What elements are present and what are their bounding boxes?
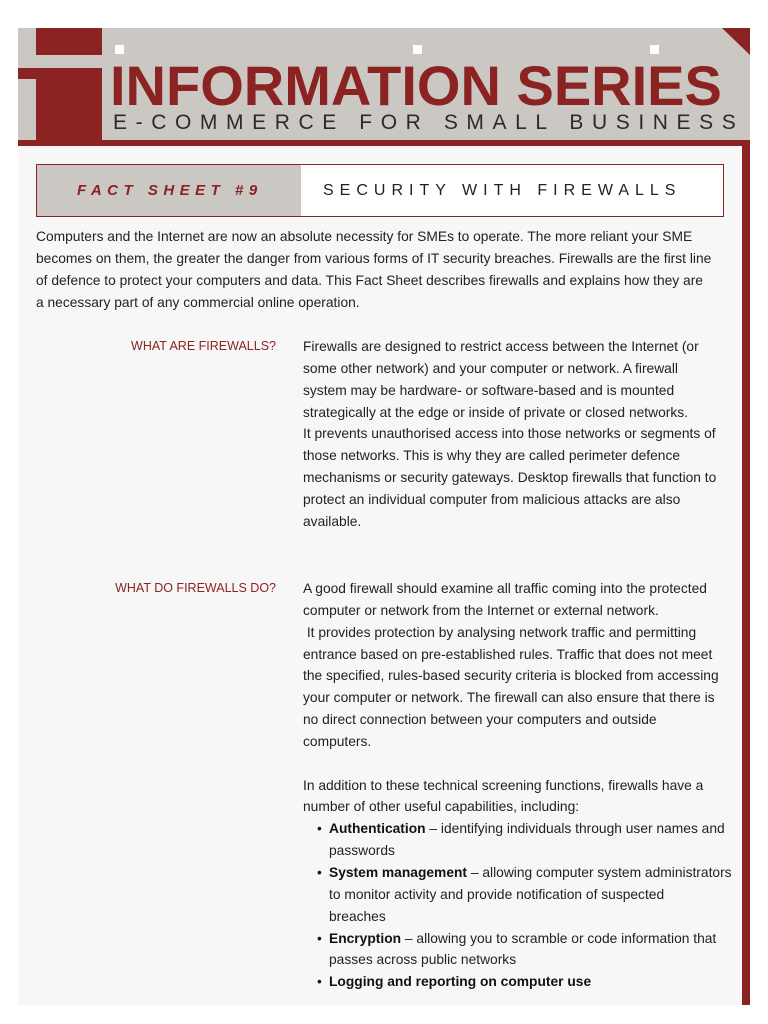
bullet-line xyxy=(329,971,732,993)
paragraph xyxy=(303,775,732,819)
body-text-line: It prevents unauthorised access into those networks or segments of xyxy=(303,426,716,442)
bullet-line xyxy=(329,928,732,950)
header-red-square xyxy=(36,28,102,55)
right-accent-bar xyxy=(742,140,750,1005)
body-text-line: A good firewall should examine all traffic coming into the protected xyxy=(303,581,707,596)
body-text-line: protect an individual computer from malicious attacks are also xyxy=(303,491,681,507)
bullet-description: – identifying individuals through user names and xyxy=(425,821,725,837)
fact-sheet-banner xyxy=(36,164,724,217)
bullet-item-logging-and-reporting xyxy=(303,971,732,993)
bullet-item-authentication xyxy=(303,818,732,862)
bullet-item-system-management xyxy=(303,862,732,928)
body-text-line: number of other useful capabilities, including: xyxy=(303,799,580,815)
bullet-description: – allowing computer system administrators xyxy=(467,864,732,880)
intro-paragraph xyxy=(36,226,711,313)
header-white-square xyxy=(650,45,659,54)
bullet-line xyxy=(329,862,732,884)
bullet-icon: • xyxy=(317,930,322,946)
fact-sheet-number-cell xyxy=(37,165,301,216)
intro-line: becomes on them, the greater the danger from various forms of IT security breaches. Firewalls are the first line xyxy=(36,250,712,266)
header-white-square xyxy=(115,45,124,54)
section-heading-what-do-firewalls-do: WHAT DO FIREWALLS DO? xyxy=(115,581,276,595)
bullet-term: System management xyxy=(329,864,468,880)
bullet-item-encryption xyxy=(303,928,732,972)
bullet-icon: • xyxy=(317,864,322,880)
fact-sheet-number: FACT SHEET #9 xyxy=(77,182,263,199)
series-title: INFORMATION SERIES xyxy=(110,54,722,117)
fact-sheet-topic-cell xyxy=(301,165,723,216)
body-text-line: Firewalls are designed to restrict access between the Internet (or xyxy=(303,339,699,354)
body-text-line: those networks. This is why they are called perimeter defence xyxy=(303,448,681,464)
body-text-line: available. xyxy=(303,513,362,529)
series-subtitle: E-COMMERCE FOR SMALL BUSINESS xyxy=(113,111,745,134)
header-white-square xyxy=(413,45,422,54)
section-heading-what-are-firewalls: WHAT ARE FIREWALLS? xyxy=(131,339,276,353)
bullet-line xyxy=(329,818,732,840)
intro-line: Computers and the Internet are now an absolute necessity for SMEs to operate. The more reliant your SME xyxy=(36,229,693,244)
header-red-block xyxy=(36,68,102,140)
body-text-line: system may be hardware- or software-based and is mounted xyxy=(303,382,675,398)
body-text-line: computer or network from the Internet or external network. xyxy=(303,602,659,618)
section-body-what-do-firewalls-do xyxy=(303,578,732,993)
section-body-what-are-firewalls xyxy=(303,336,716,533)
fact-sheet-topic: SECURITY WITH FIREWALLS xyxy=(323,181,682,199)
bullet-term: Logging and reporting on computer use xyxy=(329,974,592,990)
bullet-line: passwords xyxy=(329,843,395,859)
body-text-line: no direct connection between your computers and outside xyxy=(303,712,657,728)
bullet-line: to monitor activity and provide notification of suspected xyxy=(329,886,665,902)
body-text-line: mechanisms or security gateways. Desktop firewalls that function to xyxy=(303,470,717,486)
bullet-line: breaches xyxy=(329,908,386,924)
body-text-line: some other network) and your computer or network. A firewall xyxy=(303,360,678,376)
intro-line: of defence to protect your computers and data. This Fact Sheet describes firewalls and explains how they are xyxy=(36,272,703,288)
body-text-line: computers. xyxy=(303,733,372,749)
bullet-term: Authentication xyxy=(329,821,426,837)
body-text-line: It provides protection by analysing network traffic and permitting xyxy=(303,624,697,640)
bullet-description: – allowing you to scramble or code information that xyxy=(401,930,717,946)
bullet-icon: • xyxy=(317,821,322,837)
header-corner-triangle xyxy=(722,28,750,55)
body-text-line: In addition to these technical screening functions, firewalls have a xyxy=(303,777,704,793)
paragraph xyxy=(303,578,732,753)
bullet-line: passes across public networks xyxy=(329,952,517,968)
body-text-line: strategically at the edge or inside of private or closed networks. xyxy=(303,404,688,420)
body-text-line: your computer or network. The firewall can also ensure that there is xyxy=(303,690,715,706)
bullet-term: Encryption xyxy=(329,930,402,946)
intro-line: a necessary part of any commercial online operation. xyxy=(36,294,360,310)
bullet-icon: • xyxy=(317,974,322,990)
capabilities-list xyxy=(303,818,732,993)
body-text-line: entrance based on pre-established rules. Traffic that does not meet xyxy=(303,646,713,662)
body-text-line: the specified, rules-based security criteria is blocked from accessing xyxy=(303,668,719,684)
